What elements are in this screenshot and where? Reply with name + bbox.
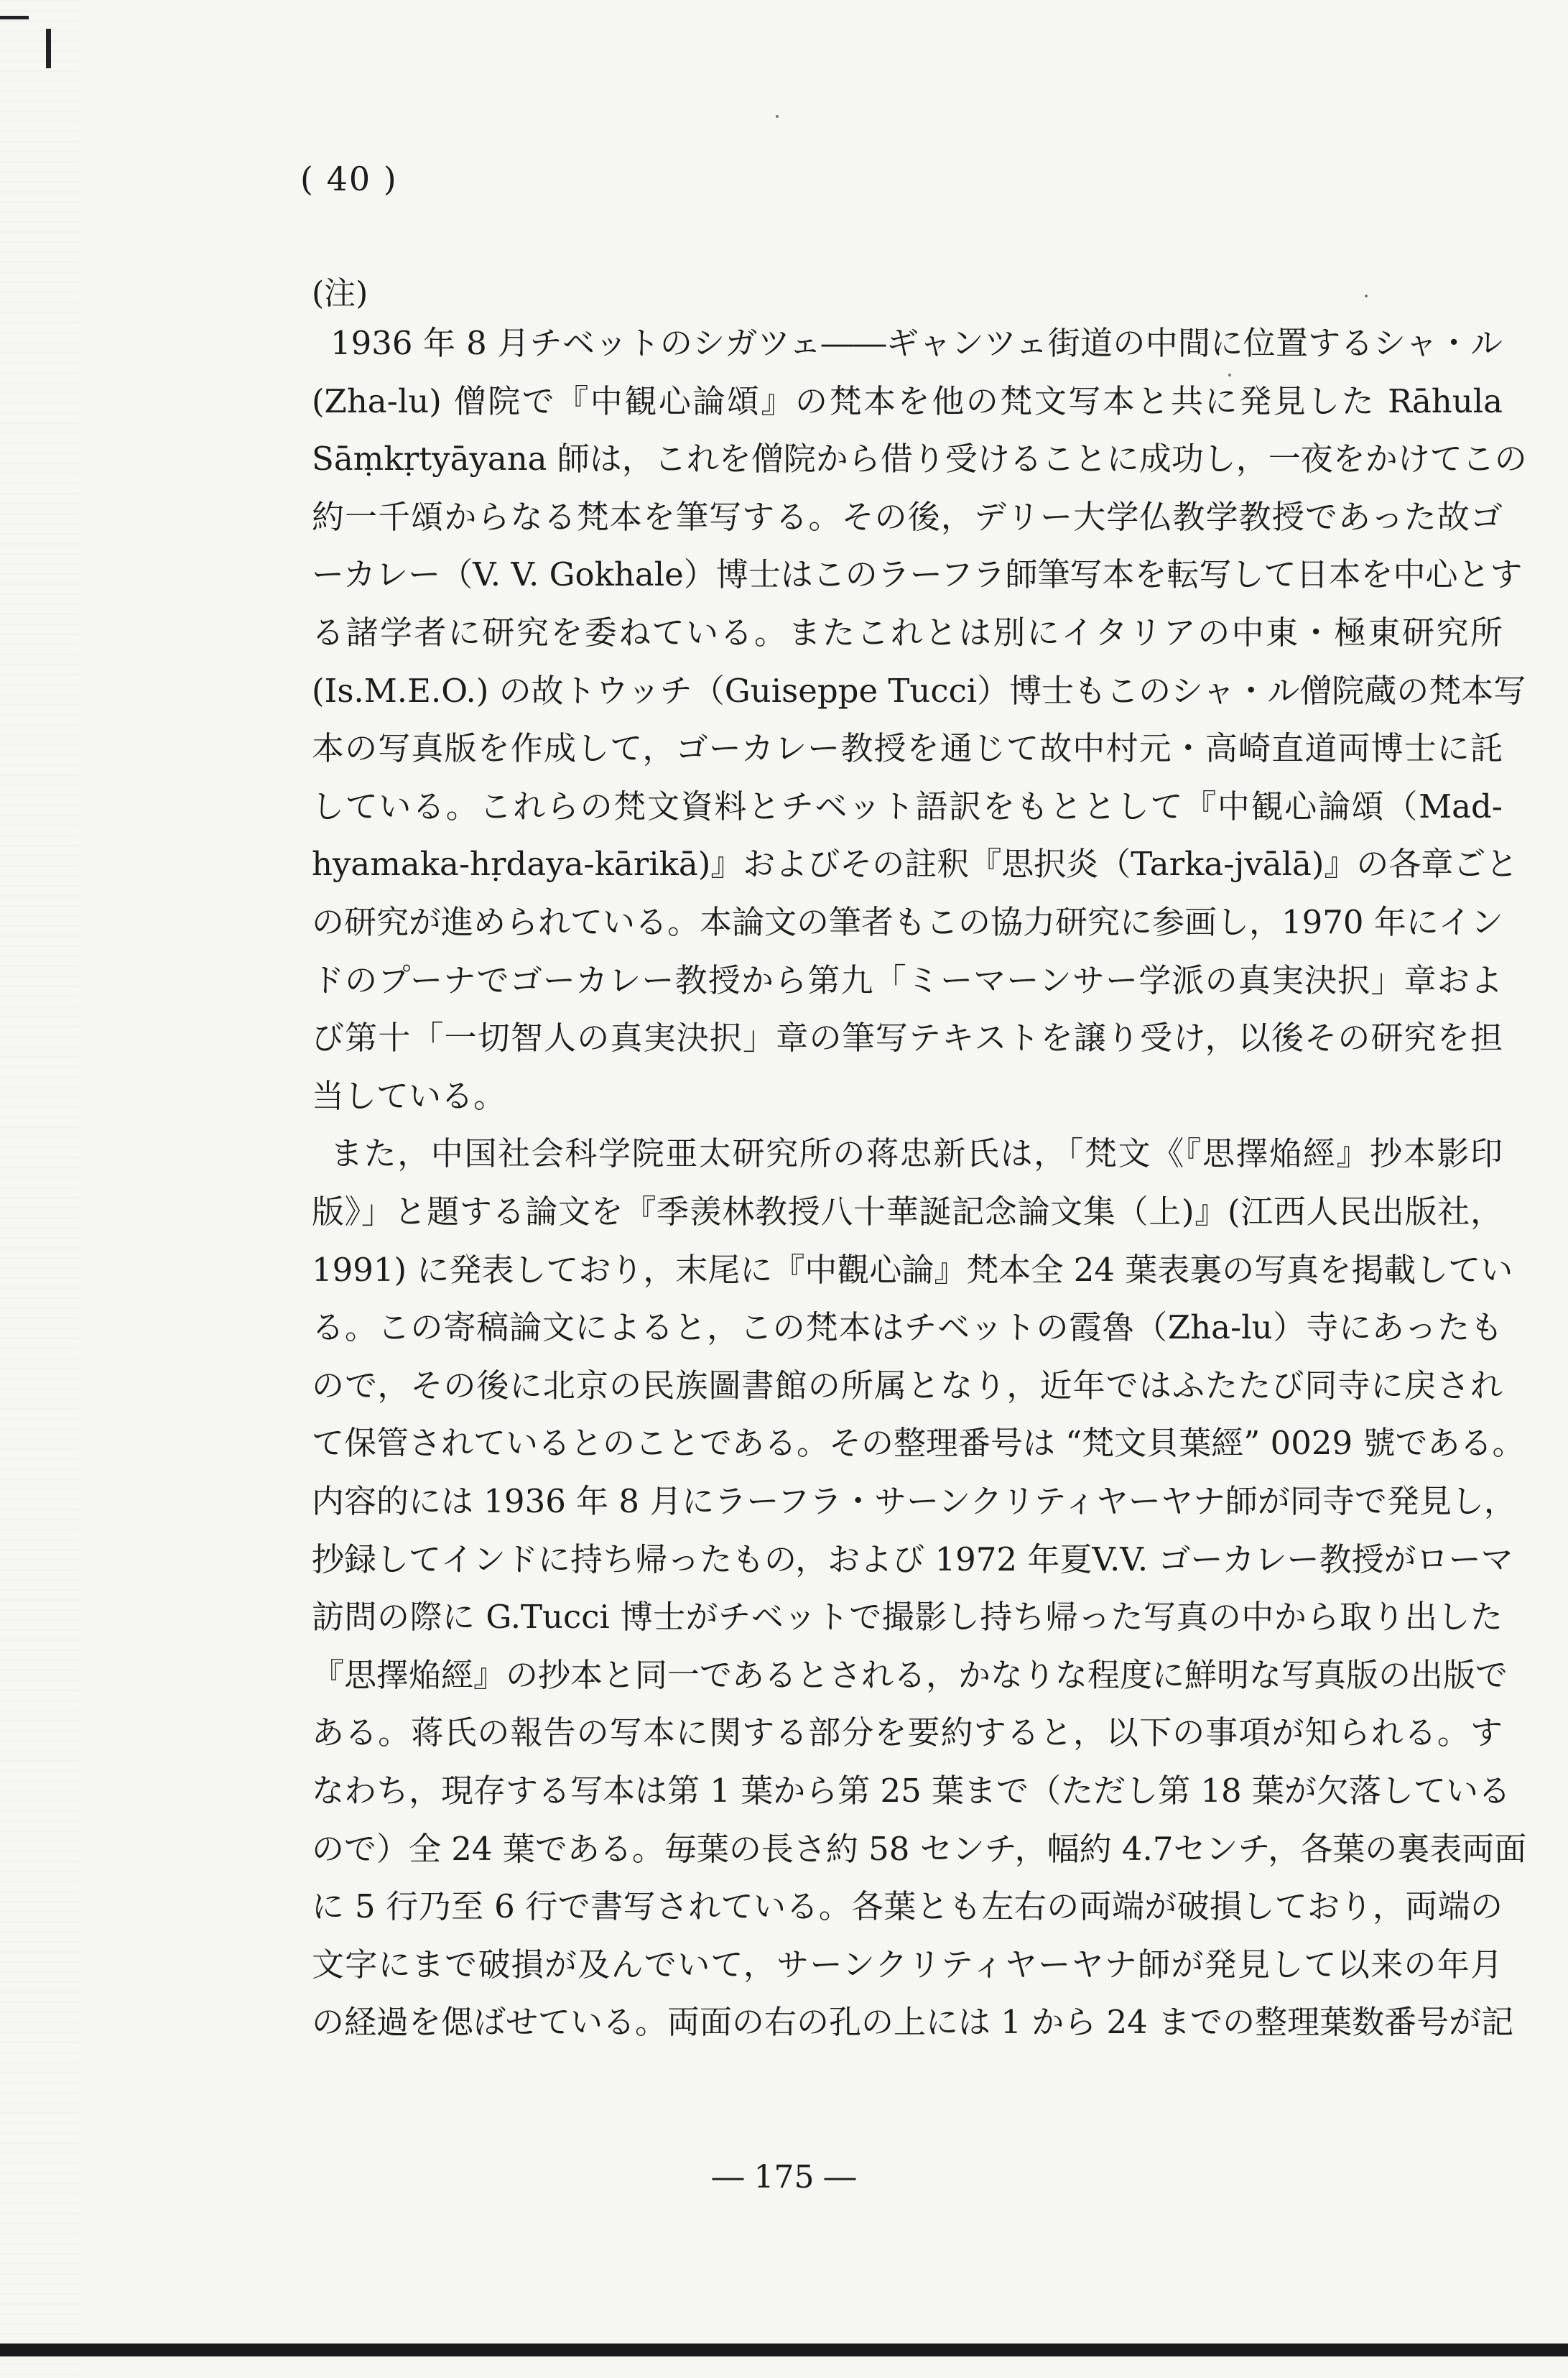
body-line: ドのプーナでゴーカレー教授から第九「ミーマーンサー学派の真実決択」章およ	[312, 961, 1503, 999]
body-line: 訪問の際に G.Tucci 博士がチベットで撮影し持ち帰った写真の中から取り出した	[312, 1598, 1503, 1637]
body-line: の研究が進められている。本論文の筆者もこの協力研究に参画し，1970 年にイン	[312, 903, 1503, 941]
page-header: ( 40 )	[300, 159, 398, 198]
scan-corner-mark	[0, 16, 29, 19]
body-line: 内容的には 1936 年 8 月にラーフラ・サーンクリティヤーヤナ師が同寺で発見し，	[312, 1482, 1516, 1520]
body-line: る。この寄稿論文によると，この梵本はチベットの霞魯（Zha-lu）寺にあったも	[312, 1308, 1503, 1347]
body-line: 文字にまで破損が及んでいて，サーンクリティヤーヤナ師が発見して以来の年月	[312, 1945, 1503, 1984]
body-line: Sāṃkṛtyāyana 師は，これを僧院から借り受けることに成功し，一夜をかけてこの	[312, 440, 1527, 478]
scan-bottom-border	[0, 2344, 1568, 2356]
body-line: している。これらの梵文資料とチベット語訳をもととして『中観心論頌（Mad-	[312, 787, 1503, 825]
body-line: 版》」と題する論文を『季羡林教授八十華誕記念論文集（上)』(江西人民出版社，	[312, 1193, 1503, 1231]
body-line: ある。蒋氏の報告の写本に関する部分を要約すると，以下の事項が知られる。す	[312, 1713, 1503, 1752]
body-line: 『思擇焔經』の抄本と同一であるとされる，かなりな程度に鮮明な写真版の出版で	[312, 1655, 1508, 1694]
scan-speck	[1365, 295, 1368, 297]
scan-corner-mark	[46, 29, 51, 68]
body-line: に 5 行乃至 6 行で書写されている。各葉とも左右の両端が破損しており，両端の	[312, 1887, 1503, 1926]
body-line: 当している。	[312, 1076, 506, 1115]
body-line: 本の写真版を作成して，ゴーカレー教授を通じて故中村元・高崎直道両博士に託	[312, 729, 1503, 768]
body-line: 抄録してインドに持ち帰ったもの，および 1972 年夏V.V. ゴーカレー教授がローマ	[312, 1540, 1513, 1578]
body-line: び第十「一切智人の真実決択」章の筆写テキストを譲り受け，以後その研究を担	[312, 1019, 1503, 1058]
body-line: 約一千頌からなる梵本を筆写する。その後，デリー大学仏教学教授であった故ゴ	[312, 497, 1503, 536]
body-line: なわち，現存する写本は第 1 葉から第 25 葉まで（ただし第 18 葉が欠落している	[312, 1772, 1511, 1810]
body-line: ので，その後に北京の民族圖書館の所属となり，近年ではふたたび同寺に戻され	[312, 1366, 1503, 1405]
body-line: 1991) に発表しており，末尾に『中觀心論』梵本全 24 葉表裏の写真を掲載してい	[312, 1250, 1513, 1289]
scan-speck	[776, 115, 779, 118]
note-heading: (注)	[312, 275, 368, 312]
body-line: て保管されているとのことである。その整理番号は “梵文貝葉經” 0029 號である。	[312, 1424, 1525, 1463]
body-line: (Is.M.E.O.) の故トウッチ（Guiseppe Tucci）博士もこのシャ・ル僧院蔵の梵本写	[312, 671, 1526, 710]
body-line: 1936 年 8 月チベットのシガツェ――ギャンツェ街道の中間に位置するシャ・ル	[330, 324, 1503, 362]
body-line: の経過を偲ばせている。両面の右の孔の上には 1 から 24 までの整理葉数番号が記	[312, 2003, 1514, 2042]
scan-edge-texture	[0, 0, 79, 2378]
body-line: る諸学者に研究を委ねている。またこれとは別にイタリアの中東・極東研究所	[312, 614, 1503, 652]
body-line: また，中国社会科学院亜太研究所の蒋忠新氏は，「梵文《『思擇焔經』抄本影印	[330, 1134, 1503, 1173]
body-line: (Zha-lu) 僧院で『中観心論頌』の梵本を他の梵文写本と共に発見した Rāhula	[312, 381, 1503, 420]
body-line: hyamaka-hṛdaya-kārikā)』およびその註釈『思択炎（Tarka-jvālā)』の各章ごと	[312, 845, 1518, 884]
body-line: ーカレー（V. V. Gokhale）博士はこのラーフラ師筆写本を転写して日本を中心とす	[312, 555, 1523, 594]
body-line: ので）全 24 葉である。毎葉の長さ約 58 センチ，幅約 4.7センチ，各葉の裏表両面	[312, 1829, 1527, 1868]
page-number: ― 175 ―	[712, 2159, 856, 2196]
